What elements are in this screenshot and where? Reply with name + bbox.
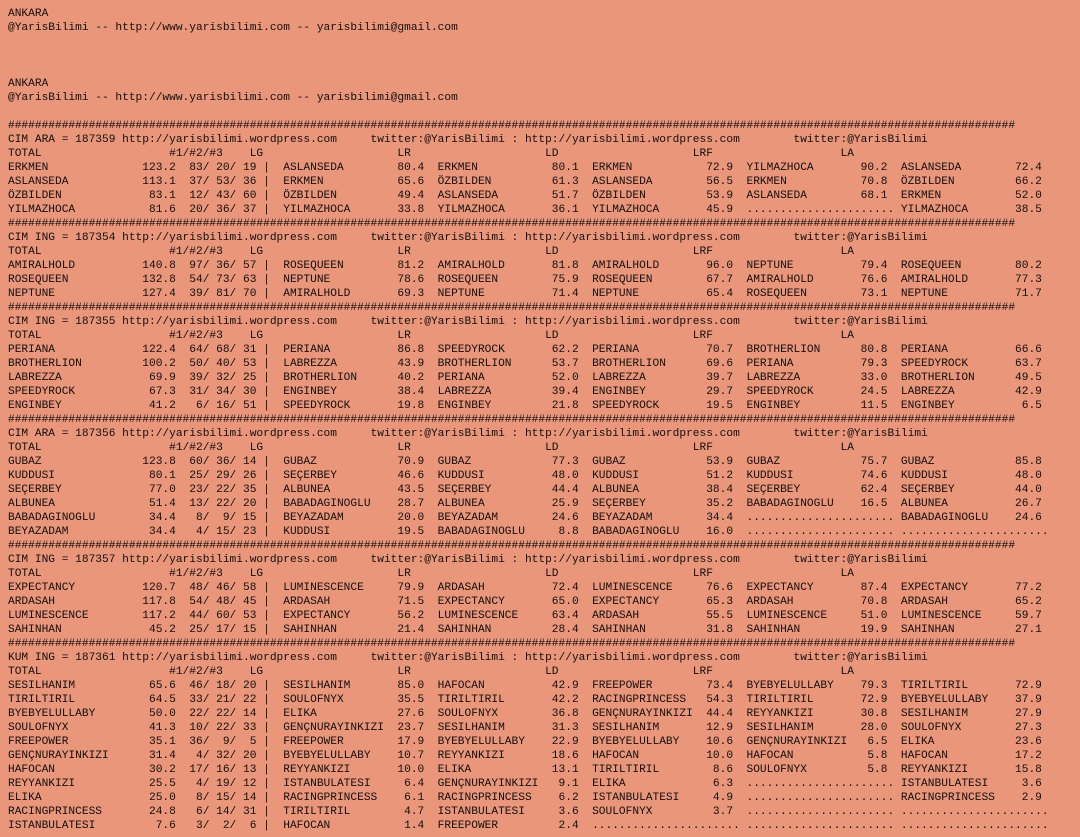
header-contact: @YarisBilimi -- http://www.yarisbilimi.com -- yarisbilimi@gmail.com [8, 22, 458, 34]
result-row: SOULOFNYX 41.3 10/ 22/ 33 | GENÇNURAYINKIZI 23.7 SESILHANIM 31.3 SESILHANIM 12.9 SESILHANIM 28.0 SOULOFNYX 27.3 [8, 722, 1042, 734]
race-header: CIM ING = 187357 http://yarisbilimi.wordpress.com twitter:@YarisBilimi : http://yarisbilimi.wordpress.com twitter:@YarisBilimi [8, 554, 928, 566]
race-header: CIM ARA = 187356 http://yarisbilimi.wordpress.com twitter:@YarisBilimi : http://yarisbilimi.wordpress.com twitter:@YarisBilimi [8, 428, 928, 440]
race-block [8, 301, 1080, 413]
separator-line: ###################################################################################################################################################### [8, 302, 1016, 314]
result-row: BEYAZADAM 34.4 4/ 15/ 23 | KUDDUSI 19.5 BABADAGINOGLU 8.8 BABADAGINOGLU 16.0 ...................... ...................... [8, 526, 1049, 538]
result-row: REYYANKIZI 25.5 4/ 19/ 12 | ISTANBULATESI 6.4 GENÇNURAYINKIZI 9.1 ELIKA 6.3 ...................... ISTANBULATESI 3.6 [8, 778, 1042, 790]
result-row: ENGINBEY 41.2 6/ 16/ 51 | SPEEDYROCK 19.8 ENGINBEY 21.8 SPEEDYROCK 19.5 ENGINBEY 11.5 ENGINBEY 6.5 [8, 400, 1042, 412]
result-row: ÖZBILDEN 83.1 12/ 43/ 60 | ÖZBILDEN 49.4 ASLANSEDA 51.7 ÖZBILDEN 53.9 ASLANSEDA 68.1 ERKMEN 52.0 [8, 190, 1042, 202]
column-headers: TOTAL #1/#2/#3 LG LR LD LRF LA [8, 330, 854, 342]
column-headers: TOTAL #1/#2/#3 LG LR LD LRF LA [8, 666, 854, 678]
result-row: BROTHERLION 100.2 50/ 40/ 53 | LABREZZA 43.9 BROTHERLION 53.7 BROTHERLION 69.6 PERIANA 79.3 SPEEDYROCK 63.7 [8, 358, 1042, 370]
blank-line [8, 35, 1080, 49]
result-row: EXPECTANCY 120.7 48/ 46/ 58 | LUMINESCENCE 79.9 ARDASAH 72.4 LUMINESCENCE 76.6 EXPECTANCY 87.4 EXPECTANCY 77.2 [8, 582, 1042, 594]
header-title-repeat: ANKARA [8, 78, 49, 90]
separator-line: ###################################################################################################################################################### [8, 540, 1016, 552]
column-headers: TOTAL #1/#2/#3 LG LR LD LRF LA [8, 148, 854, 160]
result-row: ALBUNEA 51.4 13/ 22/ 20 | BABADAGINOGLU 28.7 ALBUNEA 25.9 SEÇERBEY 35.2 BABADAGINOGLU 16.5 ALBUNEA 26.7 [8, 498, 1042, 510]
race-header: CIM ING = 187355 http://yarisbilimi.wordpress.com twitter:@YarisBilimi : http://yarisbilimi.wordpress.com twitter:@YarisBilimi [8, 316, 928, 328]
separator-line: ###################################################################################################################################################### [8, 120, 1016, 132]
race-block [8, 217, 1080, 301]
blank-line [8, 105, 1080, 119]
result-row: SEÇERBEY 77.0 23/ 22/ 35 | ALBUNEA 43.5 SEÇERBEY 44.4 ALBUNEA 38.4 SEÇERBEY 62.4 SEÇERBEY 44.0 [8, 484, 1042, 496]
result-row: RACINGPRINCESS 24.8 6/ 14/ 31 | TIRILTIRIL 4.7 ISTANBULATESI 3.6 SOULOFNYX 3.7 ...................... ...................... [8, 806, 1049, 818]
separator-line: ###################################################################################################################################################### [8, 414, 1016, 426]
result-row: HAFOCAN 30.2 17/ 16/ 13 | REYYANKIZI 10.0 ELIKA 13.1 TIRILTIRIL 8.6 SOULOFNYX 5.8 REYYANKIZI 15.8 [8, 764, 1042, 776]
column-headers: TOTAL #1/#2/#3 LG LR LD LRF LA [8, 568, 854, 580]
column-headers: TOTAL #1/#2/#3 LG LR LD LRF LA [8, 442, 854, 454]
race-header: CIM ING = 187354 http://yarisbilimi.wordpress.com twitter:@YarisBilimi : http://yarisbilimi.wordpress.com twitter:@YarisBilimi [8, 232, 928, 244]
result-row: GENÇNURAYINKIZI 31.4 4/ 32/ 20 | BYEBYELULLABY 10.7 REYYANKIZI 18.6 HAFOCAN 10.0 HAFOCAN 5.8 HAFOCAN 17.2 [8, 750, 1042, 762]
result-row: ARDASAH 117.8 54/ 48/ 45 | ARDASAH 71.5 EXPECTANCY 65.0 EXPECTANCY 65.3 ARDASAH 70.8 ARDASAH 65.2 [8, 596, 1042, 608]
result-row: ASLANSEDA 113.1 37/ 53/ 36 | ERKMEN 65.6 ÖZBILDEN 61.3 ASLANSEDA 56.5 ERKMEN 70.8 ÖZBILDEN 66.2 [8, 176, 1042, 188]
result-row: BABADAGINOGLU 34.4 8/ 9/ 15 | BEYAZADAM 20.0 BEYAZADAM 24.6 BEYAZADAM 34.4 ...................... BABADAGINOGLU 24.6 [8, 512, 1042, 524]
header-title: ANKARA [8, 8, 49, 20]
race-block [8, 413, 1080, 539]
result-row: ERKMEN 123.2 83/ 20/ 19 | ASLANSEDA 80.4 ERKMEN 80.1 ERKMEN 72.9 YILMAZHOCA 90.2 ASLANSEDA 72.4 [8, 162, 1042, 174]
result-row: ELIKA 25.0 8/ 15/ 14 | RACINGPRINCESS 6.1 RACINGPRINCESS 6.2 ISTANBULATESI 4.9 ...................... RACINGPRINCESS 2.9 [8, 792, 1042, 804]
race-header: KUM ING = 187361 http://yarisbilimi.wordpress.com twitter:@YarisBilimi : http://yarisbilimi.wordpress.com twitter:@YarisBilimi [8, 652, 928, 664]
result-row: TIRILTIRIL 64.5 33/ 21/ 22 | SOULOFNYX 35.5 TIRILTIRIL 42.2 RACINGPRINCESS 54.3 TIRILTIRIL 72.9 BYEBYELULLABY 37.9 [8, 694, 1042, 706]
result-row: SESILHANIM 65.6 46/ 18/ 20 | SESILHANIM 85.0 HAFOCAN 42.9 FREEPOWER 73.4 BYEBYELULLABY 79.3 TIRILTIRIL 72.9 [8, 680, 1042, 692]
result-row: BYEBYELULLABY 50.0 22/ 22/ 14 | ELIKA 27.6 SOULOFNYX 36.8 GENÇNURAYINKIZI 44.4 REYYANKIZI 30.8 SESILHANIM 27.9 [8, 708, 1042, 720]
result-row: ROSEQUEEN 132.8 54/ 73/ 63 | NEPTUNE 78.6 ROSEQUEEN 75.9 ROSEQUEEN 67.7 AMIRALHOLD 76.6 AMIRALHOLD 77.3 [8, 274, 1042, 286]
result-row: SAHINHAN 45.2 25/ 17/ 15 | SAHINHAN 21.4 SAHINHAN 28.4 SAHINHAN 31.8 SAHINHAN 19.9 SAHINHAN 27.1 [8, 624, 1042, 636]
result-row: FREEPOWER 35.1 36/ 9/ 5 | FREEPOWER 17.9 BYEBYELULLABY 22.9 BYEBYELULLABY 10.6 GENÇNURAYINKIZI 6.5 ELIKA 23.6 [8, 736, 1042, 748]
result-row: GUBAZ 123.8 60/ 36/ 14 | GUBAZ 70.9 GUBAZ 77.3 GUBAZ 53.9 GUBAZ 75.7 GUBAZ 85.8 [8, 456, 1042, 468]
result-row: PERIANA 122.4 64/ 68/ 31 | PERIANA 86.8 SPEEDYROCK 62.2 PERIANA 70.7 BROTHERLION 80.8 PERIANA 66.6 [8, 344, 1042, 356]
blank-line [8, 49, 1080, 63]
separator-line: ###################################################################################################################################################### [8, 218, 1016, 230]
result-row: KUDDUSI 80.1 25/ 29/ 26 | SEÇERBEY 46.6 KUDDUSI 48.0 KUDDUSI 51.2 KUDDUSI 74.6 KUDDUSI 48.0 [8, 470, 1042, 482]
race-header: CIM ARA = 187359 http://yarisbilimi.wordpress.com twitter:@YarisBilimi : http://yarisbilimi.wordpress.com twitter:@YarisBilimi [8, 134, 928, 146]
header-contact-repeat: @YarisBilimi -- http://www.yarisbilimi.com -- yarisbilimi@gmail.com [8, 92, 458, 104]
result-row: LUMINESCENCE 117.2 44/ 60/ 53 | EXPECTANCY 56.2 LUMINESCENCE 63.4 ARDASAH 55.5 LUMINESCENCE 51.0 LUMINESCENCE 59.7 [8, 610, 1042, 622]
race-block [8, 539, 1080, 637]
result-row: ISTANBULATESI 7.6 3/ 2/ 6 | HAFOCAN 1.4 FREEPOWER 2.4 ...................... ...................... ...................... [8, 820, 1049, 832]
column-headers: TOTAL #1/#2/#3 LG LR LD LRF LA [8, 246, 854, 258]
race-list [8, 119, 1080, 833]
result-row: AMIRALHOLD 140.8 97/ 36/ 57 | ROSEQUEEN 81.2 AMIRALHOLD 81.8 AMIRALHOLD 96.0 NEPTUNE 79.4 ROSEQUEEN 80.2 [8, 260, 1042, 272]
race-block [8, 637, 1080, 833]
result-row: NEPTUNE 127.4 39/ 81/ 70 | AMIRALHOLD 69.3 NEPTUNE 71.4 NEPTUNE 65.4 ROSEQUEEN 73.1 NEPTUNE 71.7 [8, 288, 1042, 300]
result-row: SPEEDYROCK 67.3 31/ 34/ 30 | ENGINBEY 38.4 LABREZZA 39.4 ENGINBEY 29.7 SPEEDYROCK 24.5 LABREZZA 42.9 [8, 386, 1042, 398]
blank-line [8, 63, 1080, 77]
race-block [8, 119, 1080, 217]
result-row: YILMAZHOCA 81.6 20/ 36/ 37 | YILMAZHOCA 33.8 YILMAZHOCA 36.1 YILMAZHOCA 45.9 ...................... YILMAZHOCA 38.5 [8, 204, 1042, 216]
result-row: LABREZZA 69.9 39/ 32/ 25 | BROTHERLION 40.2 PERIANA 52.0 LABREZZA 39.7 LABREZZA 33.0 BROTHERLION 49.5 [8, 372, 1042, 384]
separator-line: ###################################################################################################################################################### [8, 638, 1016, 650]
